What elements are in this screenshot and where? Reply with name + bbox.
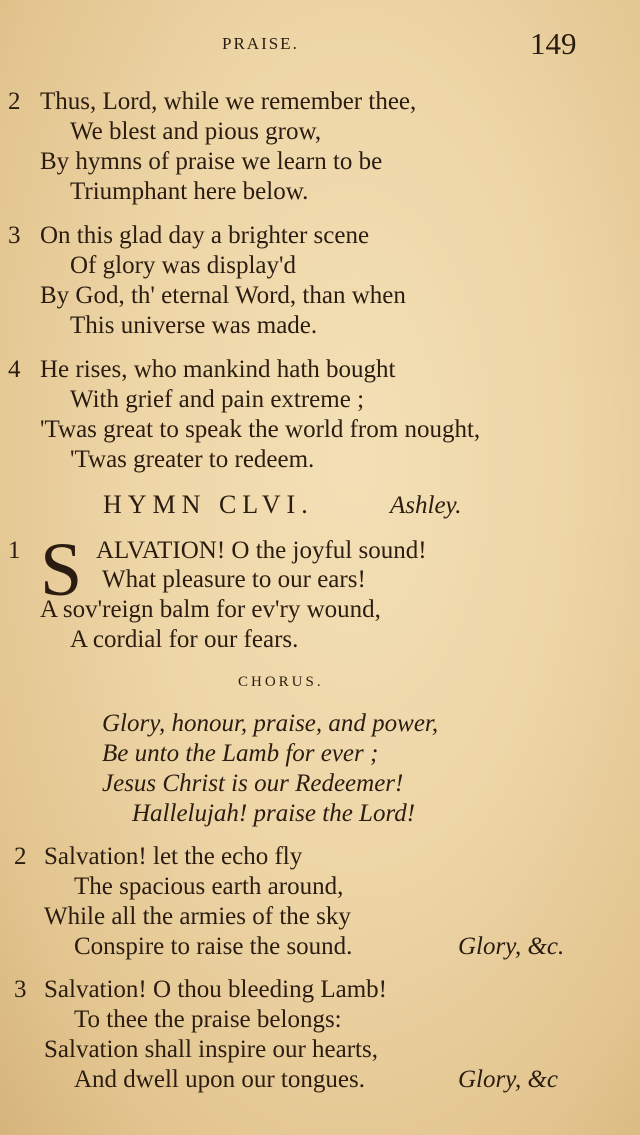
chorus-line: Jesus Christ is our Redeemer! [102, 770, 404, 797]
stanza-number: 1 [8, 537, 21, 564]
verse-line: The spacious earth around, [74, 873, 344, 900]
verse-line: With grief and pain extreme ; [70, 386, 365, 413]
stanza-number: 3 [14, 976, 27, 1003]
stanza-number: 2 [8, 88, 21, 115]
chorus-line: Hallelujah! praise the Lord! [132, 800, 416, 827]
stanza-number: 3 [8, 222, 21, 249]
verse-line: Of glory was display'd [70, 252, 297, 279]
stanza-number: 4 [8, 356, 21, 383]
verse-line: What pleasure to our ears! [102, 566, 366, 593]
chorus-heading: CHORUS. [238, 674, 324, 690]
hymn-tune: Ashley. [390, 492, 462, 519]
verse-line: We blest and pious grow, [70, 118, 322, 145]
verse-line: ALVATION! O the joyful sound! [96, 537, 427, 564]
verse-line: Salvation! O thou bleeding Lamb! [44, 976, 387, 1003]
verse-line: 'Twas greater to redeem. [70, 446, 315, 473]
verse-line: This universe was made. [70, 312, 318, 339]
chorus-line: Glory, honour, praise, and power, [102, 710, 439, 737]
verse-line: He rises, who mankind hath bought [40, 356, 396, 383]
hymn-title: HYMN CLVI. [103, 490, 314, 519]
chorus-line: Be unto the Lamb for ever ; [102, 740, 379, 767]
stanza-number: 2 [14, 843, 27, 870]
page-number: 149 [530, 26, 577, 61]
running-header: PRAISE. [222, 34, 299, 53]
verse-line: To thee the praise belongs: [74, 1006, 342, 1033]
verse-line: By God, th' eternal Word, than when [40, 282, 406, 309]
verse-line: While all the armies of the sky [44, 903, 351, 930]
verse-line: 'Twas great to speak the world from nought, [40, 416, 481, 443]
verse-line: Triumphant here below. [70, 178, 309, 205]
drop-cap: S [40, 528, 83, 612]
verse-line: A sov'reign balm for ev'ry wound, [40, 596, 381, 623]
verse-line: Conspire to raise the sound. [74, 933, 353, 960]
verse-line: On this glad day a brighter scene [40, 222, 370, 249]
chorus-reference: Glory, &c. [458, 933, 565, 960]
verse-line: By hymns of praise we learn to be [40, 148, 383, 175]
verse-line: A cordial for our fears. [70, 626, 299, 653]
verse-line: Thus, Lord, while we remember thee, [40, 88, 417, 115]
verse-line: Salvation! let the echo fly [44, 843, 303, 870]
verse-line: Salvation shall inspire our hearts, [44, 1036, 378, 1063]
verse-line: And dwell upon our tongues. [74, 1066, 365, 1093]
chorus-reference: Glory, &c [458, 1066, 558, 1093]
